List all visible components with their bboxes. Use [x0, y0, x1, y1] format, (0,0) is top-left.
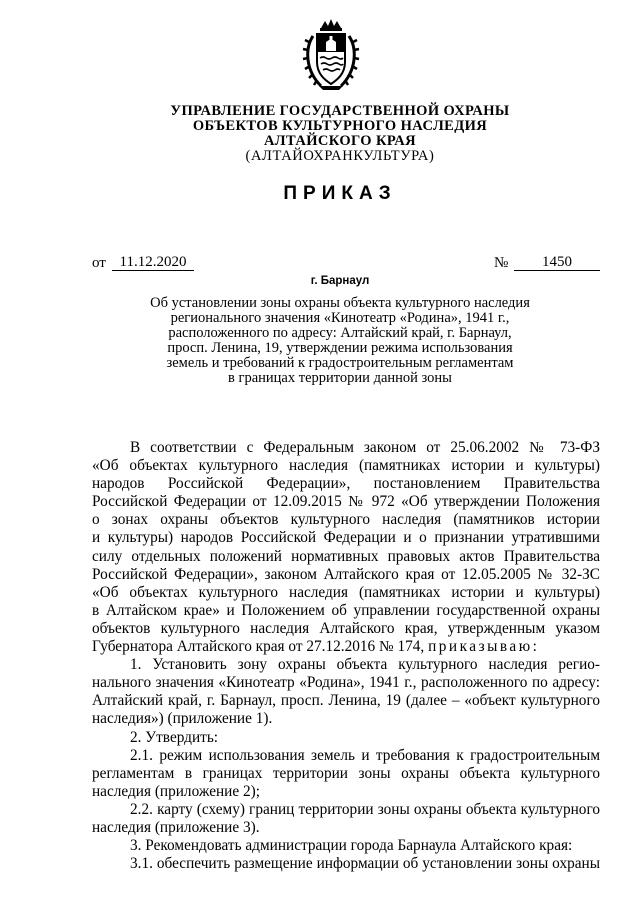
subject-line: земель и требований к градостроительным регламентам [166, 355, 514, 371]
body-line: в Алтайском крае» и Положением об управлении государственной охраны [92, 601, 600, 619]
coat-of-arms-icon [299, 18, 363, 92]
org-short-name: (АЛТАЙОХРАНКУЛЬТУРА) [245, 148, 435, 164]
subject-line: в границах территории данной зоны [228, 370, 452, 386]
body-line: Российской Федерации», законом Алтайского края от 12.05.2005 № 32-ЗС [92, 565, 600, 583]
item-2-2-line: наследия (приложение 3). [92, 818, 260, 836]
subject-line: регионального значения «Кинотеатр «Родина», 1941 г., [170, 310, 510, 326]
city-name: г. Барнаул [310, 275, 370, 287]
item-1-line: наследия») (приложение 1). [92, 710, 273, 728]
body-line: и культуры) народов Российской Федерации и о признании утратившими [92, 529, 600, 547]
item-2: 2. Утвердить: [130, 728, 219, 746]
order-prefix: Губернатора Алтайского края от 27.12.2016 № 174, [92, 638, 425, 656]
item-2-1-line: наследия (приложение 2); [92, 782, 260, 800]
number-label: № [494, 255, 509, 271]
item-1-line: нального значения «Кинотеатр «Родина», 1941 г., расположенного по адресу: [92, 674, 600, 692]
document-subject [90, 296, 590, 386]
item-3-1-line: 3.1. обеспечить размещение информации об установлении зоны охраны [130, 855, 600, 873]
body-line: о зонах охраны объектов культурного наследия (памятников истории [92, 511, 600, 529]
item-2-2-line: 2.2. карту (схему) границ территории зоны охраны объекта культурного [130, 800, 600, 818]
item-1-line: Алтайский край, г. Барнаул, просп. Ленина, 19 (далее – «объект культурного [92, 692, 600, 710]
body-line: В соответствии с Федеральным законом от 25.06.2002 № 73-ФЗ [130, 439, 600, 456]
item-1-line: 1. Установить зону охраны объекта культурного наследия регио- [130, 656, 600, 674]
document-date: 11.12.2020 [112, 255, 194, 271]
org-name-line-3: АЛТАЙСКОГО КРАЯ [263, 133, 417, 149]
document-type-title: ПРИКАЗ [283, 183, 397, 204]
org-name-line-2: ОБЪЕКТОВ КУЛЬТУРНОГО НАСЛЕДИЯ [192, 118, 488, 134]
subject-line: просп. Ленина, 19, утверждении режима использования [167, 340, 513, 356]
org-name-line-1: УПРАВЛЕНИЕ ГОСУДАРСТВЕННОЙ ОХРАНЫ [170, 103, 510, 119]
body-line: «Об объектах культурного наследия (памятниках истории и культуры) [92, 583, 600, 601]
body-line: силу отдельных положений нормативных правовых актов Правительства [92, 547, 600, 565]
item-3: 3. Рекомендовать администрации города Барнаула Алтайского края: [130, 837, 573, 855]
document-number: 1450 [514, 255, 600, 271]
item-2-1-line: регламентам в границах территории зоны охраны объекта культурного [92, 764, 600, 782]
body-line: народов Российской Федерации», постановлением Правительства [92, 475, 600, 493]
document-body [92, 439, 600, 873]
body-line-order [92, 638, 600, 656]
order-suffix: : [532, 638, 537, 656]
body-line: «Об объектах культурного наследия (памятниках истории и культуры) [92, 457, 600, 475]
order-word: приказываю [428, 638, 533, 656]
date-label: от [92, 255, 106, 271]
organization-header [90, 104, 590, 164]
body-line: объектов культурного наследия Алтайского края, утвержденным указом [92, 619, 600, 637]
item-2-1-line: 2.1. режим использования земель и требования к градостроительным [130, 746, 600, 764]
subject-line: Об установлении зоны охраны объекта культурного наследия [150, 295, 530, 311]
body-line: Российской Федерации от 12.09.2015 № 972 «Об утверждении Положения [92, 493, 600, 511]
subject-line: расположенного по адресу: Алтайский край, г. Барнаул, [168, 325, 512, 341]
